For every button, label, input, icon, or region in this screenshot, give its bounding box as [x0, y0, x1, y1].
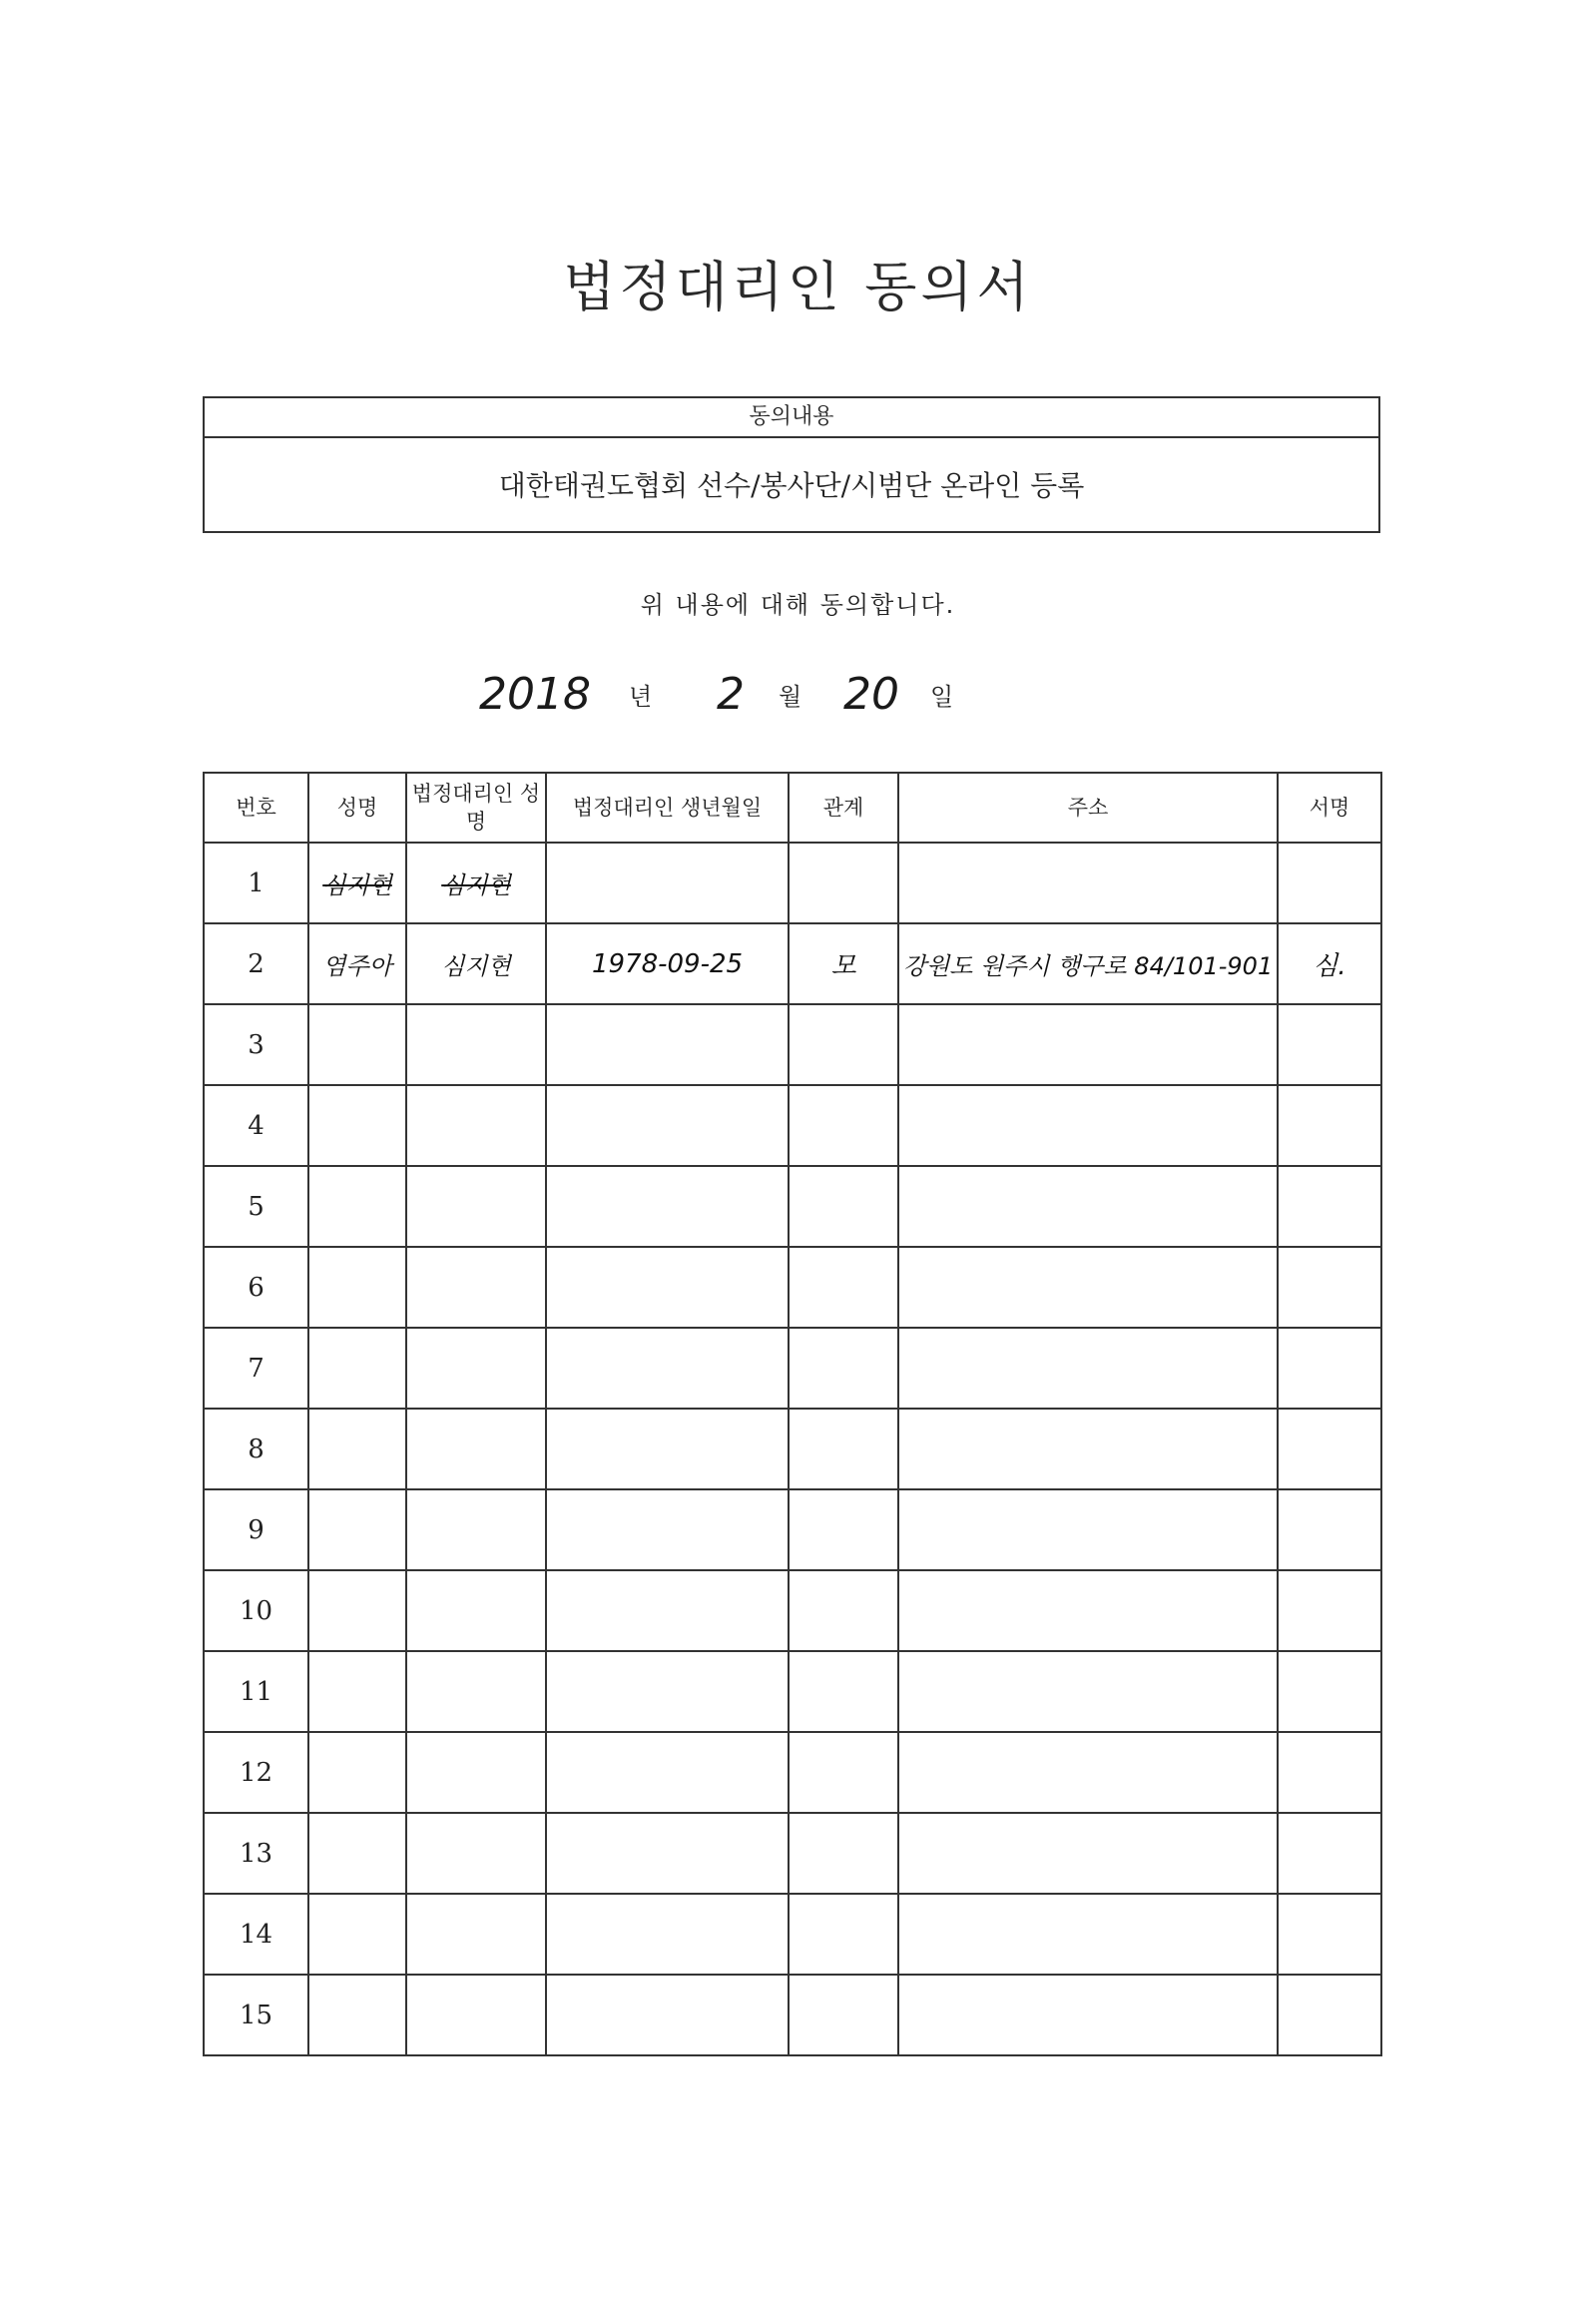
header-guardian-name: 법정대리인 성명	[406, 773, 546, 843]
table-row	[204, 1409, 1381, 1489]
table-row	[204, 923, 1381, 1004]
row-relation	[789, 843, 898, 923]
row-signature	[1278, 843, 1381, 923]
header-signature: 서명	[1278, 773, 1381, 843]
row-no: 5	[204, 1166, 308, 1247]
row-no: 7	[204, 1328, 308, 1409]
row-no: 1	[204, 843, 308, 923]
table-header-row	[204, 773, 1381, 843]
table-row	[204, 1328, 1381, 1409]
date-day: 20	[843, 669, 899, 720]
date-year: 2018	[479, 669, 591, 720]
consent-content: 대한태권도협회 선수/봉사단/시범단 온라인 등록	[498, 469, 1085, 502]
table-row	[204, 1166, 1381, 1247]
row-name: 염주아	[308, 923, 406, 1004]
header-guardian-birth: 법정대리인 생년월일	[546, 773, 789, 843]
date-line	[479, 669, 1198, 739]
registration-table	[203, 772, 1382, 2056]
table-row	[204, 1813, 1381, 1894]
consent-box	[203, 396, 1380, 533]
row-no: 13	[204, 1813, 308, 1894]
date-year-label: 년	[629, 683, 653, 711]
row-no: 14	[204, 1894, 308, 1975]
row-no: 12	[204, 1732, 308, 1813]
header-relation: 관계	[789, 773, 898, 843]
table-row	[204, 1894, 1381, 1975]
row-no: 2	[204, 923, 308, 1004]
row-no: 8	[204, 1409, 308, 1489]
table-row	[204, 1651, 1381, 1732]
row-guardian-name: 심지현	[406, 843, 546, 923]
consent-header: 동의내용	[205, 398, 1378, 438]
header-address: 주소	[898, 773, 1278, 843]
table-row	[204, 1570, 1381, 1651]
table-row	[204, 1085, 1381, 1166]
table-row	[204, 1732, 1381, 1813]
row-no: 3	[204, 1004, 308, 1085]
row-address: 강원도 원주시 행구로 84/101-901	[898, 923, 1278, 1004]
table-row	[204, 843, 1381, 923]
date-month: 2	[717, 669, 745, 720]
date-day-label: 일	[930, 683, 954, 711]
row-relation: 모	[789, 923, 898, 1004]
table-row	[204, 1975, 1381, 2055]
document-title: 법정대리인 동의서	[563, 256, 1033, 318]
row-no: 4	[204, 1085, 308, 1166]
agree-statement: 위 내용에 대해 동의합니다.	[640, 591, 956, 619]
row-guardian-birth	[546, 843, 789, 923]
header-no: 번호	[204, 773, 308, 843]
row-address	[898, 843, 1278, 923]
row-no: 9	[204, 1489, 308, 1570]
row-signature: 심.	[1278, 923, 1381, 1004]
row-no: 15	[204, 1975, 308, 2055]
row-guardian-name: 심지현	[406, 923, 546, 1004]
table-row	[204, 1247, 1381, 1328]
row-no: 11	[204, 1651, 308, 1732]
row-no: 6	[204, 1247, 308, 1328]
row-no: 10	[204, 1570, 308, 1651]
date-month-label: 월	[779, 683, 802, 711]
header-name: 성명	[308, 773, 406, 843]
table-row	[204, 1489, 1381, 1570]
row-name: 심지현	[308, 843, 406, 923]
table-row	[204, 1004, 1381, 1085]
row-guardian-birth: 1978-09-25	[546, 923, 789, 1004]
